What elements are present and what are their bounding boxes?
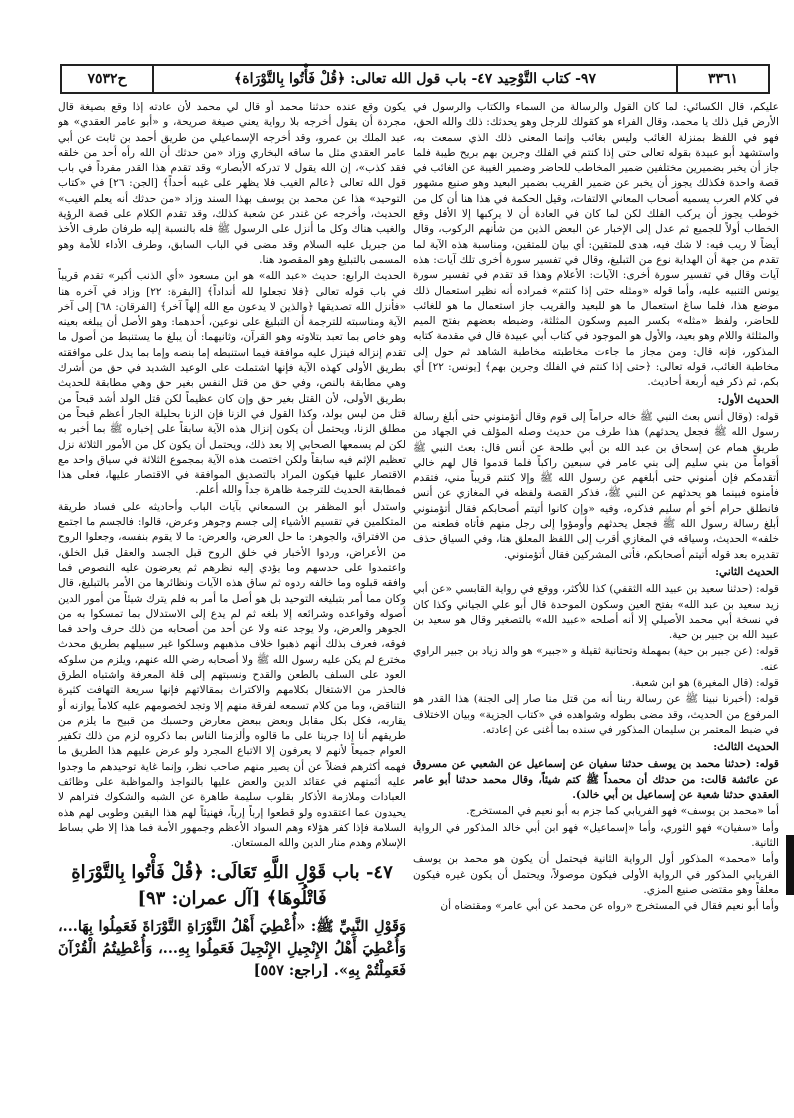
- hadith3-note-faryabi: أما «محمد بن يوسف» فهو الفريابي كما جزم به أبو نعيم في المستخرج.: [466, 805, 779, 818]
- hadith2-note-jubair: قوله: (عن جبير بن حية) بمهملة وتحتانية ثقيلة و «جبير» هو والد زياد بن جبير الراوي عنه.: [413, 645, 779, 673]
- left-paragraph-1: يكون وقع عنده حدثنا محمد أو قال لي محمد لأن عادته إذا وقع بصيغة قال مجردة أن يقول أخرجه بلا رواية يعني صيغة صريحة، و «أبو عامر العقدي» هو عبد الملك بن عمرو، وقد أخرجه الإسماعيلي من طريق أحمد بن ثابت عن أبي عامر العقدي مثل ما ساقه البخاري وزاد «من حدثك أن الله رأه أحد من خلقه فقد كذب»، إن الله يقول لا تدركه الأبصار» وقد تقدم هذا القدر مفرداً في باب قول الله تعالى ﴿عالم الغيب فلا يظهر على غيبه أحداً﴾ [الجن: ٢٦] في «كتاب التوحيد» هذا عن محمد بن يوسف بهذا السند وزاد «من حدثك أنه يعلم الغيب» الحديث، وأخرجه عن غندر عن شعبة كذلك، وقد تقدم الكلام على قصة الرؤية والغيب هناك وكل ما أنزل على الرسول ﷺ فله بالنسبة إليه طرفان طرف الأخذ من جبريل عليه السلام وقد مضى في الباب السابق، وطرف الأداء للأمة وهو المسمى بالتبليغ وهو المقصود هنا.: [58, 101, 406, 266]
- running-title: ٩٧- كتاب التَّوْحِيد ٤٧- باب قول الله تعالى: ﴿قُلْ فَأْتُوا بِالتَّوْرَاة﴾: [154, 66, 678, 92]
- prophetic-quote: وَقَوْلِ النَّبِيِّ ﷺ: «أُعْطِيَ أَهْلُ التَّوْرَاةِ التَّوْرَاةَ فَعَمِلُوا بِهَا...، وَأُعْطِيَ أَهْلُ الإِنْجِيلِ الإِنْجِيلَ فَعَمِلُوا بِهِ...، وَأُعْطِيتُمُ الْقُرْآنَ فَعَمِلْتُمْ بِهِ». [راجع: ٥٥٧]: [58, 917, 406, 979]
- hadith-number: ح٧٥٣٢: [62, 66, 154, 92]
- hadith3-note-sufyan: وأما «سفيان» فهو الثوري، وأما «إسماعيل» فهو ابن أبي خالد المذكور في الرواية الثانية.: [413, 821, 779, 849]
- left-paragraph-3: واستدل أبو المظفر بن السمعاني بآيات الباب وأحاديثه على فساد طريقة المتكلمين في تقسيم الأشياء إلى جسم وجوهر وعرض، قالوا: فالجسم ما اجتمع من الافتراق، والجوهر: ما حل العرض، والعرض: ما لا يقوم بنفسه، وجعلوا الروح من الأعراض، وردوا الأخبار في خلق الروح قبل الجسد والعقل قبل الخلق، واعتمدوا على حدسهم وما يؤدي إليه نظرهم ثم يعرضون عليه النصوص فما وافقه قبلوه وما خالفه ردوه ثم ساق هذه الآيات ونظائرها من الأمر بالتبليغ، قال وكان مما أمر بتبليغه التوحيد بل هو أصل ما أمر به فلم يترك شيئاً من أمور الدين أصوله وقواعده وشرائعه إلا بلغه ثم لم يدع إلى الاستدلال بما تمسكوا به من الجوهر والعرض، ولا يوجد عنه ولا عن أحد من أصحابه من ذلك حرف واحد فما فوقه، فعرف بذلك أنهم ذهبوا خلاف مذهبهم وسلكوا غير سبيلهم بطريق محدث مخترع لم يكن عليه رسول الله ﷺ ولا أصحابه رضي الله عنهم، ويلزم من سلوكه العود على السلف بالطعن والقدح ونسبتهم إلى قلة المعرفة واشتباه الطرق فالحذر من الاشتغال بكلامهم والاكتراث بمقالاتهم فإنها سريعة التهافت كثيرة التناقض، وما من كلام تسمعه لفرقة منهم إلا وتجد لخصومهم عليه كلاماً يوازنه أو يقاربه، فكل بكل مقابل وبعض ببعض معارض وحسبك من قبيح ما يلزم من طريقهم أنا إذا جرينا على ما قالوه وألزمنا الناس بما ذكروه لزم من ذلك تكفير العوام جميعاً لأنهم لا يعرفون إلا الاتباع المجرد ولو عرض عليهم هذا الطريق ما فهمه أكثرهم فضلاً عن أن يصير منهم صاحب نظر، وإنما غاية توحيدهم ما وجدوا عليه أئمتهم في عقائد الدين والعض عليها بالنواجذ والمواظبة على وظائف العبادات وملازمة الأذكار بقلوب سليمة طاهرة عن الشبه والشكوك فتراهم لا يحيدون عما اعتقدوه ولو قطعوا إرباً إرباً، فهنيئاً لهم هذا اليقين وطوبى لهم هذه السلامة فإذا كفر هؤلاء وهم السواد الأعظم وجمهور الأمة فما هذا إلا طي بساط الإسلام وهدم منار الدين والله المستعان.: [58, 500, 406, 850]
- left-column: [58, 100, 406, 1040]
- hadith3-paragraph: قوله: (حدثنا محمد بن يوسف حدثنا سفيان عن إسماعيل عن الشعبي عن مسروق عن عائشة قالت: من حدثك أن محمداً ﷺ كتم شيئاً، وقال محمد حدثنا أبو عامر العقدي حدثنا شعبة عن إسماعيل بن أبي خالد).: [413, 758, 779, 802]
- hadith3-note-muhammad: وأما «محمد» المذكور أول الرواية الثانية فيحتمل أن يكون هو محمد بن يوسف الفريابي المذكور في الرواية الأولى فيكون موصولاً، ويحتمل أن يكون غيره فيكون معلقاً وهو مقتضى صنيع المزي.: [413, 853, 779, 896]
- page-edge-marker: [786, 835, 794, 895]
- hadith2-heading: الحديث الثاني:: [715, 565, 779, 578]
- page-number: ٣٣٦١: [707, 71, 739, 87]
- hadith3-note-abu-nuaym: وأما أبو نعيم فقال في المستخرج «رواه عن محمد عن أبي عامر» ومقتضاه أن: [440, 900, 779, 913]
- hadith1-paragraph: قوله: (وقال أنس بعث النبي ﷺ خاله حراماً إلى قوم وقال أتؤمنوني حتى أبلغ رسالة رسول الله ﷺ فجعل يحدثهم) هذا طرف من حديث وصله المؤلف في الجهاد من طريق همام عن إسحاق بن عبد الله بن أبي طلحة عن أنس قال: بعث النبي ﷺ أقواماً من بني سليم إلى بني عامر في سبعين راكباً فلما قدموا قال لهم خالي أتقدمكم فإن أمنوني حتى أبلغهم عن رسول الله ﷺ وإلا كنتم قريباً مني، فتقدم فأمنوه فبينما هو يحدثهم عن النبي ﷺ، فذكر القصة ولفظه في المغازي عن أنس فانطلق حرام أخو أم سليم فذكره، وفيه «وإن كانوا أتيتم أصحابكم فقال أتؤمنوني أبلغ رسالة رسول الله ﷺ فجعل يحدثهم وأومؤوا إلى رجل منهم فأتاه فطعنه من خلفه» الحديث، وسياقه في المغازي أقرب إلى اللفظ المعلق هنا، وفي السياق حذف تقديره بعد قوله أتيتم أصحابكم، فأتى المشركين فقال أتؤمنوني.: [413, 410, 779, 561]
- hadith1-heading: الحديث الأول:: [717, 393, 779, 406]
- intro-paragraph: عليكم، قال الكسائي: لما كان القول والرسالة من السماء والكتاب والرسول في الأرض قيل ذلك يا محمد، وقال الفراء هو كقولك للرجل وهو يحدثك: ذلك والله الحق، فهو في اللفظ بمنزلة الغائب وليس بغائب وإنما المعنى ذلك الذي سمعت به، واستشهد أبو عبيدة بقوله تعالى حتى إذا كنتم في الفلك وجرين بهم بريح طيبة فلما جاز أن يخبر بضميرين مختلفين ضمير المخاطب للحاضر وضمير الغيبة عن الغائب في قصة واحدة فكذلك يجوز أن يخبر عن ضمير القريب بضمير البعيد وهو صنيع مشهور في كلام العرب يسميه أصحاب المعاني الالتفات، وقيل الحكمة في هذا هنا أن كل من خوطب يجوز أن يركب الفلك لكن لما كان في العادة أن لا يركبها إلا الأقل وقع الخطاب أولاً للجميع ثم عدل إلى الإخبار عن البعض الذين من شأنهم الركوب، وقال أيضاً لا ريب فيه: لا شك فيه، هدى للمتقين: أي بيان للمتقين، ومناسبة هذه الآية لما تقدم من جهة أن الهداية نوع من التبليغ، وقال في تفسير سورة أخرى تلك آيات: هذه آيات وقال في تفسير سورة أخرى: الآيات: الأعلام وهذا قد تقدم في تفسير سورة يونس التنبيه عليه، وأما قوله «ومثله حتى إذا كنتم» فمراده أنه نظير استعمال ذلك موضع هذا، فلما ساغ استعمال ما هو للبعيد والقريب جاز استعمال ما هو للغائب للحاضر، ولفظ «مثله» بكسر الميم وسكون المثلثة، وضبطه بعضهم بفتح الميم والمثلثة واللام وهو بعيد، والأول هو الموجود في كتاب أبي عبيدة قال في مقدمة كتابه المذكور، فإنه قال: ومن مجاز ما جاءت مخاطبته مخاطبة الشاهد ثم حول إلى مخاطبة الغائب، قوله تعالى: ﴿حتى إذا كنتم في الفلك وجرين بهم﴾ [يونس: ٢٢] أي بكم، ثم ذكر فيه أربعة أحاديث.: [413, 101, 779, 389]
- hadith2-note-mughira: قوله: (قال المغيرة) هو ابن شعبة.: [631, 676, 779, 689]
- left-paragraph-2: الحديث الرابع: حديث «عبد الله» هو ابن مسعود «أي الذنب أكبر» تقدم قريباً في باب قوله تعالى ﴿فلا تجعلوا لله أنداداً﴾ [البقرة: ٢٢] وزاد في آخره هنا «فأنزل الله تصديقها ﴿والذين لا يدعون مع الله إلهاً آخر﴾ [الفرقان: ٦٨] إلى آخر الآية ومناسبته للترجمة أن التبليغ على نوعين، أحدهما: وهو الأصل أن يبلغه بعينه وهو خاص بما تعبد بتلاوته وهو القرآن، وثانيهما: أن يبلغ ما يستنبط من أصول ما تقدم إنزاله فينزل عليه موافقة فيما استنبطه إما بنصه وإما بما يدل على موافقته بطريق الأولى كهذه الآية فإنها اشتملت على الوعيد الشديد في حق من أشرك وهي مطابقة بالنص، وفي حق من قتل النفس بغير حق وهي مطابقة للحديث بطريق الأولى، لأن القتل بغير حق وإن كان عظيماً لكن قتل الولد أشد قبحاً من قتل من ليس بولد، وكذا القول في الزنا فإن الزنا بحليلة الجار أعظم قبحاً من مطلق الزنا، ويحتمل أن يكون إنزال هذه الآية سابقاً على إخباره ﷺ بما أخبر به لكن لم يسمعها الصحابي إلا بعد ذلك، ويحتمل أن يكون كل من الأمور الثلاثة نزل تعظيم الإثم فيه سابقاً ولكن اختصت هذه الآية بمجموع الثلاثة في سياق واحد مع الاقتصار عليها فيكون المراد بالتصديق الموافقة في الاقتصار عليها، فعلى هذا فمطابقة الحديث للترجمة ظاهرة جداً والله أعلم.: [58, 270, 406, 497]
- chapter-title: ٤٧- باب قَوْلِ اللَّهِ تَعَالَى: ﴿قُلْ فَأْتُوا بِالتَّوْرَاةِ فَاتْلُوهَا﴾ [آل عمران: ٩٣]: [71, 861, 393, 909]
- hadith2-note-risala: قوله: (أخبرنا نبينا ﷺ عن رسالة ربنا أنه من قتل منا صار إلى الجنة) هذا القدر هو المرفوع من الحديث، وقد مضى بطوله وشواهده في «كتاب الجزية» وبيان الاختلاف في ضبط المعتمر بن سليمان المذكور في سنده بما أغنى عن إعادته.: [413, 693, 779, 736]
- hadith2-paragraph: قوله: (حدثنا سعيد بن عبيد الله الثقفي) كذا للأكثر، ووقع في رواية القابسي «عن أبي زيد سعيد بن عبد الله» بفتح العين وسكون الموحدة قال أبو علي الجياني وكذا كان في نسخة أبي محمد الأصيلي إلا أنه أصلحه «عبيد الله» بالتصغير وقال هو سعيد بن عبيد الله بن جبير بن حية.: [413, 583, 779, 642]
- running-header: [60, 64, 770, 94]
- right-column: [413, 100, 779, 1060]
- hadith3-heading: الحديث الثالث:: [713, 741, 779, 754]
